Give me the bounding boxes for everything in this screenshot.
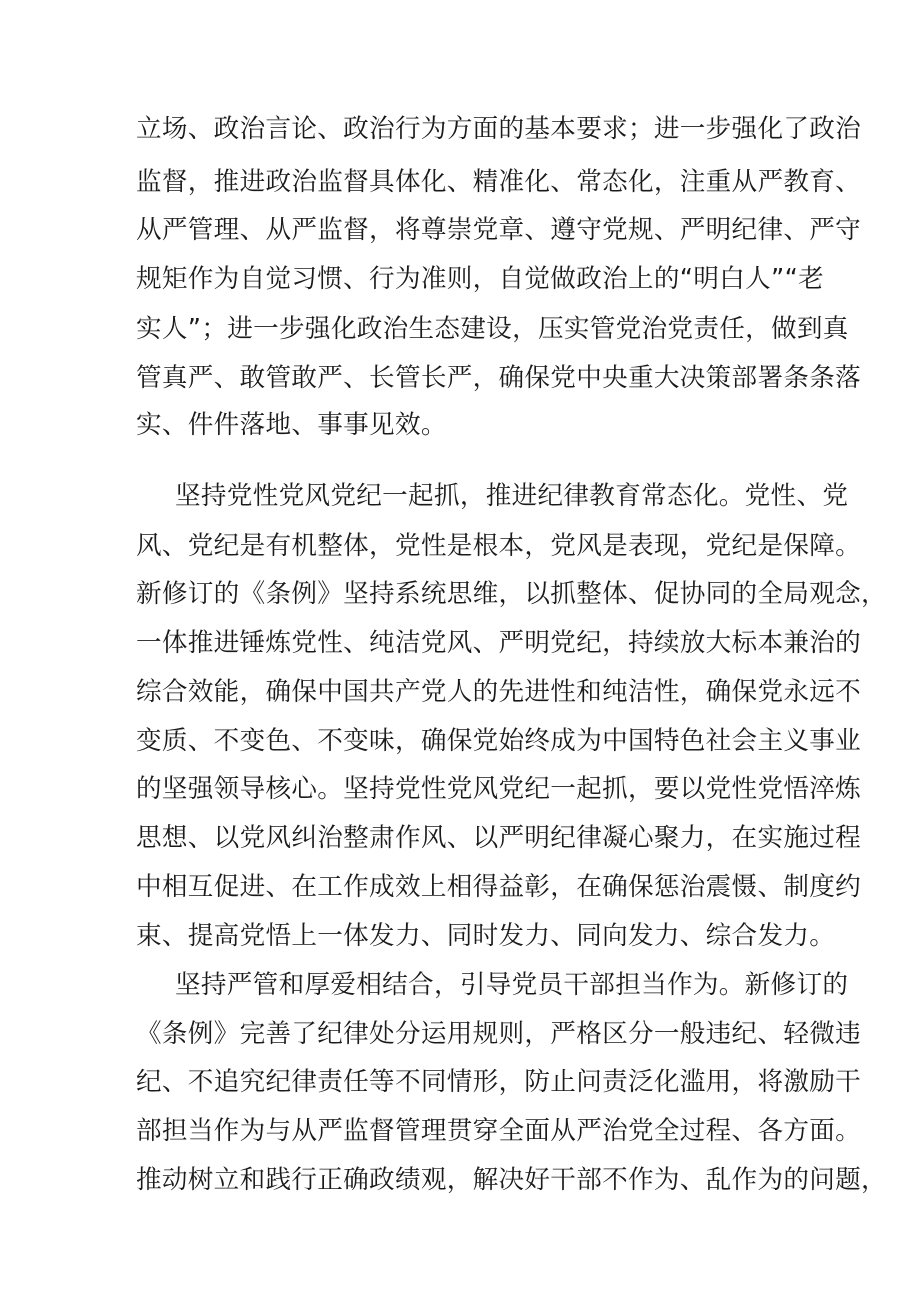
- text-line: 一体推进锤炼党性、纯洁党风、严明党纪，持续放大标本兼治的: [136, 628, 862, 658]
- text-line: 推动树立和践行正确政绩观，解决好干部不作为、乱作为的问题，: [136, 1165, 887, 1195]
- paragraph-first-line: 坚持严管和厚爱相结合，引导党员干部担当作为。新修订的: [175, 970, 849, 1000]
- text-line: 从严管理、从严监督，将尊崇党章、遵守党规、严明纪律、严守: [136, 215, 862, 245]
- text-line: 管真严、敢管敢严、长管长严，确保党中央重大决策部署条条落: [136, 363, 862, 393]
- text-line: 综合效能，确保中国共产党人的先进性和纯洁性，确保党永远不: [136, 677, 862, 707]
- text-line: 部担当作为与从严监督管理贯穿全面从严治党全过程、各方面。: [136, 1116, 862, 1146]
- text-line: 实、件件落地、事事见效。: [136, 410, 447, 440]
- text-line: 纪、不追究纪律责任等不同情形，防止问责泛化滥用，将激励干: [136, 1067, 862, 1097]
- text-line: 立场、政治言论、政治行为方面的基本要求；进一步强化了政治: [136, 114, 862, 144]
- text-line: 《条例》完善了纪律处分运用规则，严格区分一般违纪、轻微违: [136, 1019, 862, 1049]
- text-line: 规矩作为自觉习惯、行为准则，自觉做政治上的“明白人”“老: [136, 264, 825, 294]
- text-line: 思想、以党风纠治整肃作风、以严明纪律凝心聚力，在实施过程: [136, 823, 862, 853]
- text-line: 风、党纪是有机整体，党性是根本，党风是表现，党纪是保障。: [136, 531, 862, 561]
- text-line: 新修订的《条例》坚持系统思维，以抓整体、促协同的全局观念，: [136, 579, 887, 609]
- text-line: 的坚强领导核心。坚持党性党风党纪一起抓，要以党性党悟淬炼: [136, 774, 862, 804]
- text-line: 束、提高党悟上一体发力、同时发力、同向发力、综合发力。: [136, 921, 836, 951]
- text-line: 实人”；进一步强化政治生态建设，压实管党治党责任，做到真: [136, 314, 849, 344]
- text-line: 监督，推进政治监督具体化、精准化、常态化，注重从严教育、: [136, 167, 862, 197]
- paragraph-first-line: 坚持党性党风党纪一起抓，推进纪律教育常态化。党性、党: [175, 481, 849, 511]
- text-line: 中相互促进、在工作成效上相得益彰，在确保惩治震慑、制度约: [136, 872, 862, 902]
- text-line: 变质、不变色、不变味，确保党始终成为中国特色社会主义事业: [136, 726, 862, 756]
